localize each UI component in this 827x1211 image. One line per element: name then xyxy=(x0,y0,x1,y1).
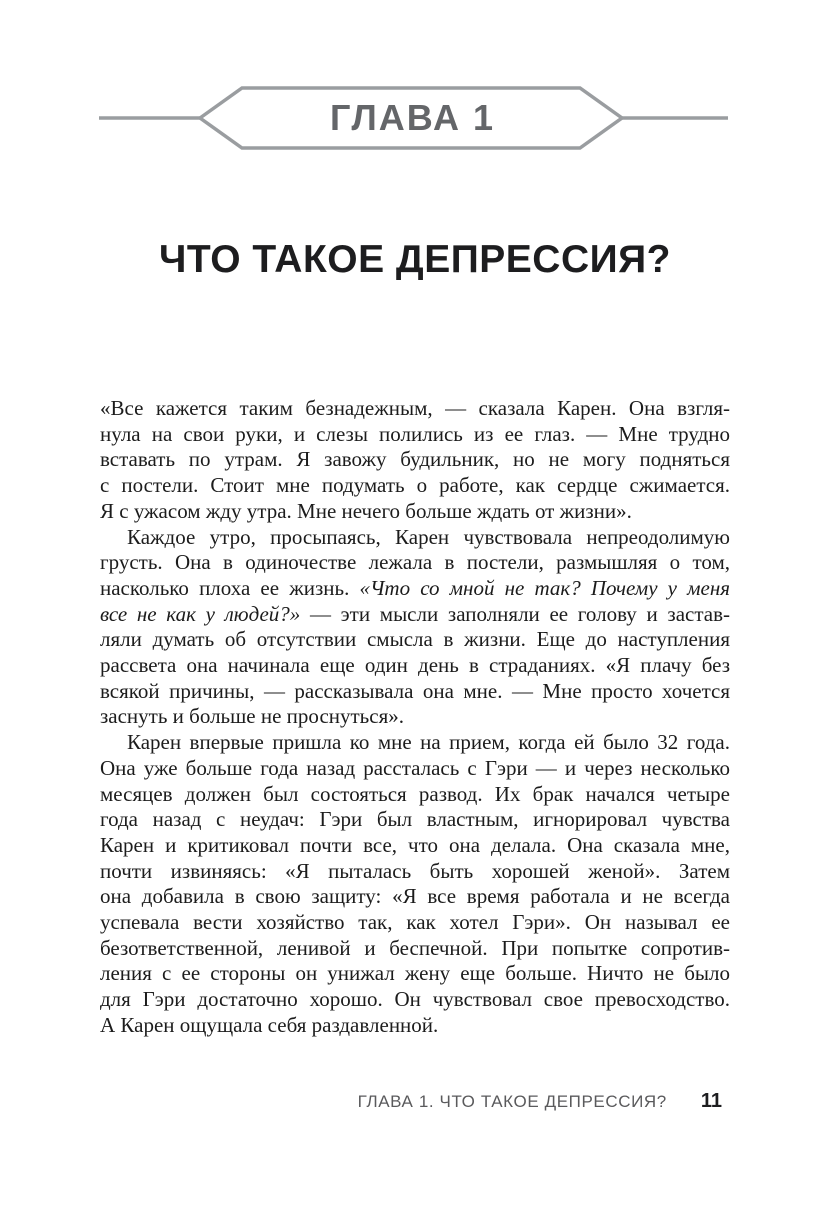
body-text-run: с постели. Стоит мне подумать о работе, как сердце сжимается. xyxy=(100,473,730,498)
body-line xyxy=(100,627,730,653)
chapter-badge xyxy=(97,82,730,152)
page-footer xyxy=(100,1090,722,1113)
body-line xyxy=(100,653,730,679)
body-text-run: года назад с неудач: Гэри был властным, игнорировал чувства xyxy=(100,807,730,832)
body-text-italic-run: все не как у людей?» xyxy=(100,601,301,626)
running-title: ГЛАВА 1. ЧТО ТАКОЕ ДЕПРЕССИЯ? xyxy=(357,1092,667,1111)
body-text-run: грусть. Она в одиночестве лежала в постели, размышляя о том, xyxy=(100,550,730,575)
body-line xyxy=(100,499,730,525)
body-text-run: ления с ее стороны он унижал жену еще больше. Ничто не было xyxy=(100,961,730,986)
body-text-run: нула на свои руки, и слезы полились из ее глаз. — Мне трудно xyxy=(100,421,730,446)
body-text-run: «Все кажется таким безнадежным, — сказала Карен. Она взгля- xyxy=(100,396,730,420)
body-line xyxy=(100,396,730,422)
body-line xyxy=(100,1013,730,1039)
body-text-run: она добавила в свою защиту: «Я все время работала и не всегда xyxy=(100,884,730,909)
body-line xyxy=(100,782,730,808)
body-text-run: Она уже больше года назад рассталась с Гэри — и через несколько xyxy=(100,755,730,780)
body-line xyxy=(100,525,730,551)
chapter-label: ГЛАВА 1 xyxy=(330,96,495,138)
body-line xyxy=(100,884,730,910)
body-text-run: Карен впервые пришла ко мне на прием, когда ей было 32 года. xyxy=(127,730,730,755)
body-text-italic-run: «Что со мной не так? Почему у меня xyxy=(359,575,730,600)
body-line xyxy=(100,961,730,987)
body-text-run: безответственной, ленивой и беспечной. При попытке сопротив- xyxy=(100,935,730,960)
body-line xyxy=(100,704,730,730)
body-line xyxy=(100,550,730,576)
body-line xyxy=(100,936,730,962)
body-text-run: всякой причины, — рассказывала она мне. — Мне просто хочется xyxy=(100,678,730,703)
body-text-run: — эти мысли заполняли ее голову и застав- xyxy=(300,601,730,626)
body-text-run: насколько плоха ее жизнь. xyxy=(100,575,360,600)
body-line xyxy=(100,987,730,1013)
body-line xyxy=(100,447,730,473)
body-line xyxy=(100,473,730,499)
body-line xyxy=(100,679,730,705)
body-line xyxy=(100,576,730,602)
body-text-run: вставать по утрам. Я завожу будильник, но не могу подняться xyxy=(100,447,730,472)
body-text-run: ляли думать об отсутствии смысла в жизни. Еще до наступления xyxy=(100,627,730,652)
body-text xyxy=(100,396,730,1039)
body-line xyxy=(100,422,730,448)
body-line xyxy=(100,730,730,756)
chapter-title: ЧТО ТАКОЕ ДЕПРЕССИЯ? xyxy=(158,238,671,281)
body-line xyxy=(100,833,730,859)
body-line xyxy=(100,910,730,936)
body-text-run: Каждое утро, просыпаясь, Карен чувствовала непреодолимую xyxy=(127,524,730,549)
body-text-run: заснуть и больше не проснуться». xyxy=(100,704,404,729)
body-text-run: Карен и критиковал почти все, что она делала. Она сказала мне, xyxy=(100,832,730,857)
body-text-run: рассвета она начинала еще один день в страданиях. «Я плачу без xyxy=(100,653,730,678)
body-text-run: почти извиняясь: «Я пыталась быть хорошей женой». Затем xyxy=(100,858,730,883)
page-number: 11 xyxy=(700,1090,722,1112)
body-line xyxy=(100,807,730,833)
body-text-run: Я с ужасом жду утра. Мне нечего больше ждать от жизни». xyxy=(100,498,632,523)
body-line xyxy=(100,859,730,885)
body-text-run: для Гэри достаточно хорошо. Он чувствовал свое превосходство. xyxy=(100,987,730,1012)
body-line xyxy=(100,756,730,782)
body-text-run: месяцев должен был состояться развод. Их брак начался четыре xyxy=(100,781,730,806)
body-text-run: успевала вести хозяйство так, как хотел Гэри». Он называл ее xyxy=(100,910,730,935)
body-line xyxy=(100,602,730,628)
body-text-run: А Карен ощущала себя раздавленной. xyxy=(100,1012,439,1037)
